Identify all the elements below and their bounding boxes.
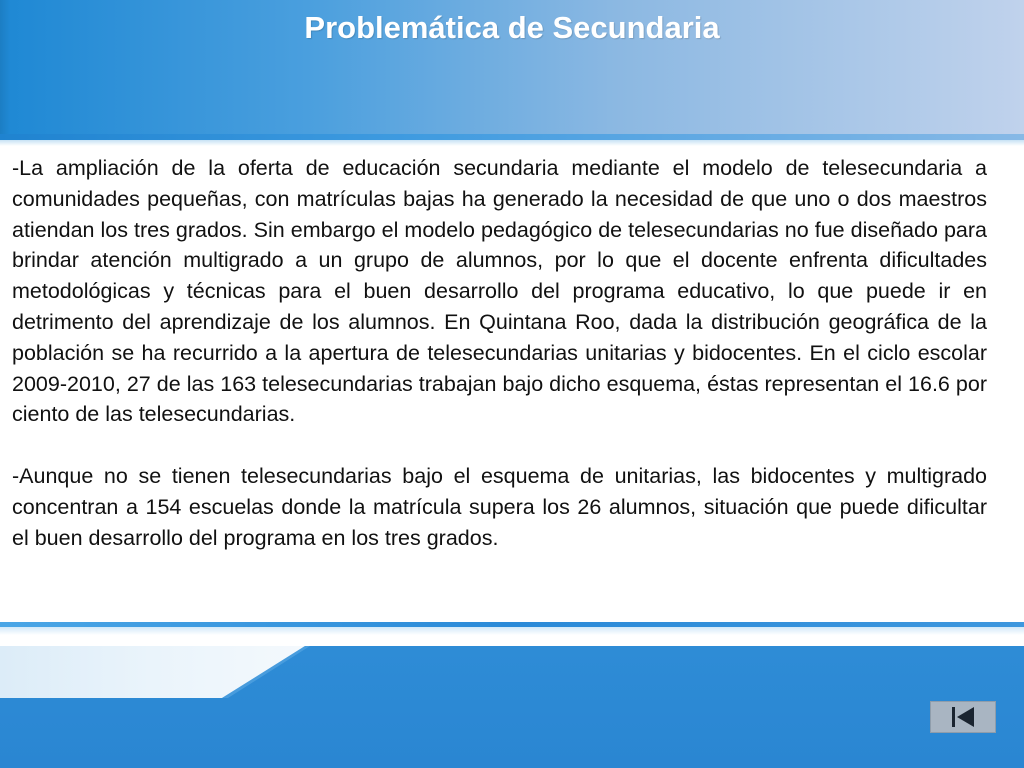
body-paragraph-1: -La ampliación de la oferta de educación secundaria mediante el modelo de telesecundaria a comunidades pequeñas, con matrículas bajas ha generado la necesidad de que uno o dos maestros atiendan los tres grados. Sin embargo el modelo pedagógico de telesecundarias no fue diseñado para brindar atención multigrado a un grupo de alumnos, por lo que el docente enfrenta dificultades metodológicas y técnicas para el buen desarrollo del programa educativo, lo que puede ir en detrimento del aprendizaje de los alumnos. En Quintana Roo, dada la distribución geográfica de la población se ha recurrido a la apertura de telesecundarias unitarias y bidocentes. En el ciclo escolar 2009-2010, 27 de las 163 telesecundarias trabajan bajo dicho esquema, éstas representan el 16.6 por ciento de las telesecundarias.	[12, 156, 987, 427]
footer-band	[0, 646, 1024, 768]
skip-to-first-icon	[950, 706, 976, 728]
first-slide-button[interactable]	[930, 701, 996, 733]
body-paragraph-2: -Aunque no se tienen telesecundarias bajo el esquema de unitarias, las bidocentes y multigrado concentran a 154 escuelas donde la matrícula supera los 26 alumnos, situación que puede dificultar el buen desarrollo del programa en los tres grados.	[12, 463, 987, 550]
slide-body	[12, 153, 987, 553]
slide-title: Problemática de Secundaria	[304, 10, 720, 45]
content-divider-shadow	[0, 627, 1024, 635]
header-shadow	[0, 140, 1024, 146]
